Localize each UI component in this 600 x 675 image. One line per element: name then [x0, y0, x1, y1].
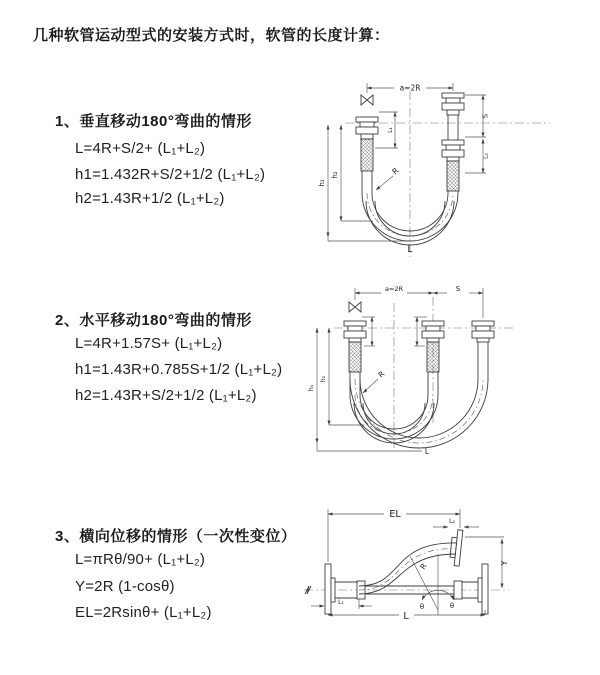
diagram-lateral-displacement: [302, 502, 600, 652]
radius-leader: [376, 166, 401, 190]
section-1-formula-h2: h2=1.43R+1/2 (L₁+L₂): [75, 190, 225, 207]
valve-symbol-icon: [349, 302, 361, 312]
braided-hose-right: [447, 161, 459, 191]
diagram-vertical-180-bend: [315, 75, 580, 260]
dim-L1-label: L₁: [387, 127, 394, 133]
dim-L2: [433, 518, 479, 527]
right-end-fitting: [472, 321, 494, 342]
section-3-formula-EL: EL=2Rsinθ+ (L₁+L₂): [75, 604, 212, 621]
right-end-fitting-upper: [442, 93, 464, 115]
section-3-formula-L: L=πRθ/90+ (L₁+L₂): [75, 551, 206, 568]
hose-u-bend-displaced: [350, 379, 488, 448]
dim-h1-label: h₁: [318, 179, 326, 187]
page-title: 几种软管运动型式的安装方式时，软管的长度计算：: [33, 27, 390, 44]
dim-L1-label: L₁: [338, 599, 344, 606]
dim-L-label: L: [424, 447, 430, 456]
dim-h1: [307, 328, 317, 443]
braided-hose-left: [361, 139, 373, 171]
section-3-formula-Y: Y=2R (1-cosθ): [75, 578, 175, 595]
valve-symbol-icon: [361, 95, 373, 105]
dim-L-label: L: [403, 611, 409, 622]
diagram-horizontal-180-bend: [306, 283, 588, 461]
theta-label-2: θ: [449, 602, 455, 610]
section-1-heading: 1、垂直移动180°弯曲的情形: [55, 113, 252, 130]
section-2-formula-h2: h2=1.43R+S/2+1/2 (L₁+L₂): [75, 387, 257, 404]
radius-leader: [363, 369, 386, 393]
radius-label: R: [376, 369, 387, 380]
left-end-fitting: [356, 117, 378, 139]
dim-L2-label: L₂: [482, 153, 490, 159]
dim-L2: [465, 139, 490, 173]
dim-L: [328, 610, 485, 622]
right-end-fitting-lower: [442, 140, 464, 161]
dim-S: [433, 285, 483, 293]
dim-EL-label: EL: [389, 509, 401, 520]
section-1-formula-L: L=4R+S/2+ (L₁+L₂): [75, 140, 206, 157]
dim-S: [465, 95, 490, 137]
dim-h2-label: h₂: [331, 171, 339, 179]
dim-a2R: [367, 83, 453, 93]
dim-S-label: S: [455, 285, 461, 293]
dim-h1: [318, 125, 328, 237]
dim-a2R-label: a=2R: [399, 83, 421, 93]
braided-hose-middle: [427, 342, 439, 372]
radius-label: R: [390, 166, 401, 177]
section-3-heading: 3、横向位移的情形（一次性变位）: [55, 528, 297, 545]
displaced-hose-leg: [478, 342, 488, 379]
section-2-heading: 2、水平移动180°弯曲的情形: [55, 312, 252, 329]
dim-L1: [311, 599, 372, 609]
theta-label: θ: [419, 603, 425, 611]
right-pipe: [448, 115, 458, 140]
section-2-formula-L: L=4R+1.57S+ (L₁+L₂): [75, 335, 223, 352]
dim-L-label: L: [407, 245, 413, 255]
middle-end-fitting: [422, 321, 444, 342]
lower-right-flange: [454, 564, 488, 614]
braided-hose-left: [349, 342, 361, 372]
dim-L: [317, 443, 430, 456]
dim-EL: [328, 509, 460, 562]
dim-L2-label: L₂: [449, 518, 455, 525]
dim-S-label: S: [481, 113, 490, 119]
dim-h1-label: h₁: [307, 384, 315, 392]
section-1-formula-h1: h1=1.432R+S/2+1/2 (L₁+L₂): [75, 166, 266, 183]
section-2-formula-h1: h1=1.43R+0.785S+1/2 (L₁+L₂): [75, 361, 283, 378]
dim-L1: [375, 112, 398, 148]
upper-right-flange: [449, 529, 463, 566]
dim-h2-label: h₂: [319, 375, 327, 383]
left-end-fitting: [344, 321, 366, 342]
dim-a2R-label: a=2R: [384, 285, 404, 293]
dim-Y-label: Y: [500, 560, 509, 566]
dim-a2R: [355, 285, 483, 318]
radius-label: R: [418, 561, 429, 572]
